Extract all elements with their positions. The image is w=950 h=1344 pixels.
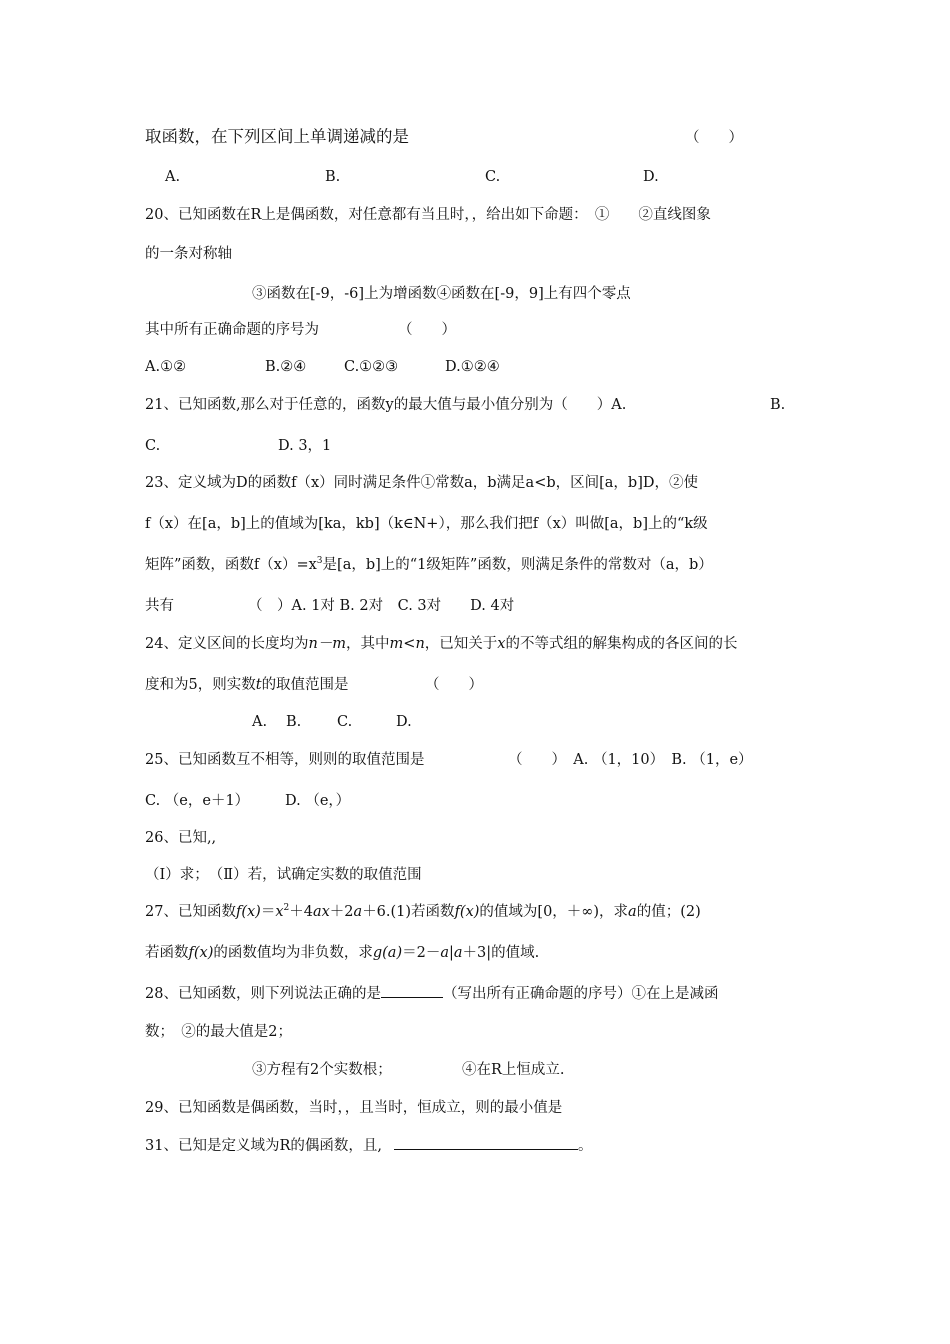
q24-l2-b: 的取值范围是 — [261, 677, 349, 693]
q27-l1-fx2: f(x) — [454, 904, 480, 920]
q24-option-c: C. — [337, 714, 353, 730]
q24-l2-t: t — [255, 677, 262, 693]
q24-l1-b: ，其中 — [346, 636, 390, 652]
q27-l1-a2: a — [353, 904, 363, 920]
q28-line-2: 数； ②的最大值是2； — [145, 1024, 292, 1040]
q27-l1-e: ＋6.(1)若函数 — [362, 904, 455, 920]
q27-l2-a3: a — [453, 945, 463, 961]
q28-line-3-a: ③方程有2个实数根； — [252, 1062, 392, 1078]
q19-option-d: D. — [643, 169, 659, 185]
q20-option-d: D.①②④ — [445, 359, 500, 375]
q24-l1-a: 24、定义区间的长度均为 — [145, 636, 309, 652]
q31-line-1 — [145, 1135, 592, 1156]
q20-line-4: 其中所有正确命题的序号为 — [145, 322, 319, 338]
q23-line-2: f（x）在[a，b]上的值域为[ka，kb]（k∈N+），那么我们把f（x）叫做[a，b]上的“k级 — [145, 516, 708, 532]
q27-line-2 — [145, 943, 539, 963]
q25-option-d: D. （e，） — [285, 793, 351, 809]
q25-line-1: 25、已知函数互不相等，则则的取值范围是 — [145, 752, 425, 768]
q27-l1-g: 的值；(2) — [636, 904, 701, 920]
q27-l1-b: ＝ — [260, 904, 276, 920]
q23-line-3-part-b: 是[a，b]上的“1级矩阵”函数，则满足条件的常数对（a，b） — [322, 557, 713, 573]
q19-option-c: C. — [485, 169, 501, 185]
q23-line-3-part-a: 矩阵”函数，函数f（x）=x — [145, 557, 317, 573]
q21-line-1: 21、已知函数,那么对于任意的，函数y的最大值与最小值分别为（ ）A. — [145, 397, 627, 413]
q21-option-d: D. 3，1 — [278, 438, 332, 454]
q27-l2-fx: f(x) — [188, 945, 214, 961]
q27-l2-a2: a — [440, 945, 449, 961]
q26-line-1: 26、已知,, — [145, 830, 217, 846]
q27-l2-b: 的函数值均为非负数，求 — [213, 945, 373, 961]
q31-answer-blank[interactable] — [394, 1135, 578, 1150]
q20-line-1: 20、已知函数在R上是偶函数，对任意都有当且时，，给出如下命题： ① ②直线图象 — [145, 207, 711, 223]
q21-option-c: C. — [145, 438, 161, 454]
q27-l1-f: 的值域为[0，＋∞)，求 — [479, 904, 629, 920]
q24-option-d: D. — [396, 714, 412, 730]
q19-option-a: A. — [165, 169, 181, 185]
q24-l1-x: x — [497, 636, 506, 652]
q24-option-b: B. — [286, 714, 302, 730]
q24-l1-mn: m<n — [389, 636, 425, 652]
q24-line-2 — [145, 675, 349, 695]
q27-l2-e: ＋3|的值域. — [462, 945, 540, 961]
q20-option-b: B.②④ — [265, 359, 307, 375]
q23-line-1: 23、定义域为D的函数f（x）同时满足条件①常数a，b满足a<b，区间[a，b]D，②使 — [145, 475, 698, 491]
q24-l1-nm: n－m — [308, 636, 347, 652]
q23-line-3 — [145, 555, 713, 575]
q24-line-1 — [145, 634, 737, 654]
q20-line-3: ③函数在[-9，-6]上为增函数④函数在[-9，9]上有四个零点 — [252, 286, 631, 302]
q24-l1-c: ，已知关于 — [424, 636, 498, 652]
q27-l2-a: 若函数 — [145, 945, 189, 961]
q20-answer-paren: （ ） — [398, 322, 456, 338]
q19-answer-paren: （ ） — [685, 130, 743, 146]
q28-answer-blank[interactable] — [381, 983, 443, 998]
q24-option-a: A. — [252, 714, 268, 730]
q31-l1-b: 。 — [577, 1138, 593, 1154]
q25-option-c: C. （e，e＋1） — [145, 793, 250, 809]
q24-l2-a: 度和为5，则实数 — [145, 677, 256, 693]
q28-l1-a: 28、已知函数，则下列说法正确的是 — [145, 986, 381, 1002]
q21-option-b: B. — [770, 397, 786, 413]
q23-line-4: 共有 — [145, 598, 174, 614]
q28-line-3-b: ④在R上恒成立. — [462, 1062, 565, 1078]
q28-line-1 — [145, 983, 718, 1004]
q23-options: （ ）A. 1对 B. 2对 C. 3对 D. 4对 — [248, 598, 515, 614]
q19-stem: 取函数，在下列区间上单调递减的是 — [145, 127, 409, 146]
q27-l1-c: ＋4 — [289, 904, 313, 920]
q20-option-a: A.①② — [145, 359, 187, 375]
q27-l2-c: ＝2－ — [402, 945, 441, 961]
q27-l1-fx: f(x) — [235, 904, 261, 920]
q20-line-2: 的一条对称轴 — [145, 246, 232, 262]
q27-l1-ax: ax — [312, 904, 330, 920]
q29-line-1: 29、已知函数是偶函数，当时，，且当时，恒成立，则的最小值是 — [145, 1100, 563, 1116]
q28-l1-b: （写出所有正确命题的序号）①在上是减函 — [442, 986, 719, 1002]
q27-l1-x: x — [275, 904, 284, 920]
q25-options-ab: （ ） A. （1，10） B. （1，e） — [508, 752, 753, 768]
q26-line-2: （Ⅰ）求； （Ⅱ）若，试确定实数的取值范围 — [145, 867, 422, 883]
q19-option-b: B. — [325, 169, 341, 185]
q27-l2-d: | — [449, 945, 454, 961]
q27-l1-a3: a — [628, 904, 637, 920]
q27-l1-a: 27、已知函数 — [145, 904, 236, 920]
q27-l1-sup: 2 — [283, 903, 290, 913]
q24-answer-paren: （ ） — [425, 677, 483, 693]
q27-line-1 — [145, 902, 701, 922]
q27-l1-d: ＋2 — [329, 904, 354, 920]
q31-l1-a: 31、已知是定义域为R的偶函数，且, — [145, 1138, 382, 1154]
q27-l2-ga: g(a) — [372, 945, 403, 961]
q24-l1-d: 的不等式组的解集构成的各区间的长 — [505, 636, 738, 652]
q20-option-c: C.①②③ — [344, 359, 399, 375]
q23-line-3-exponent: 3 — [316, 556, 323, 566]
